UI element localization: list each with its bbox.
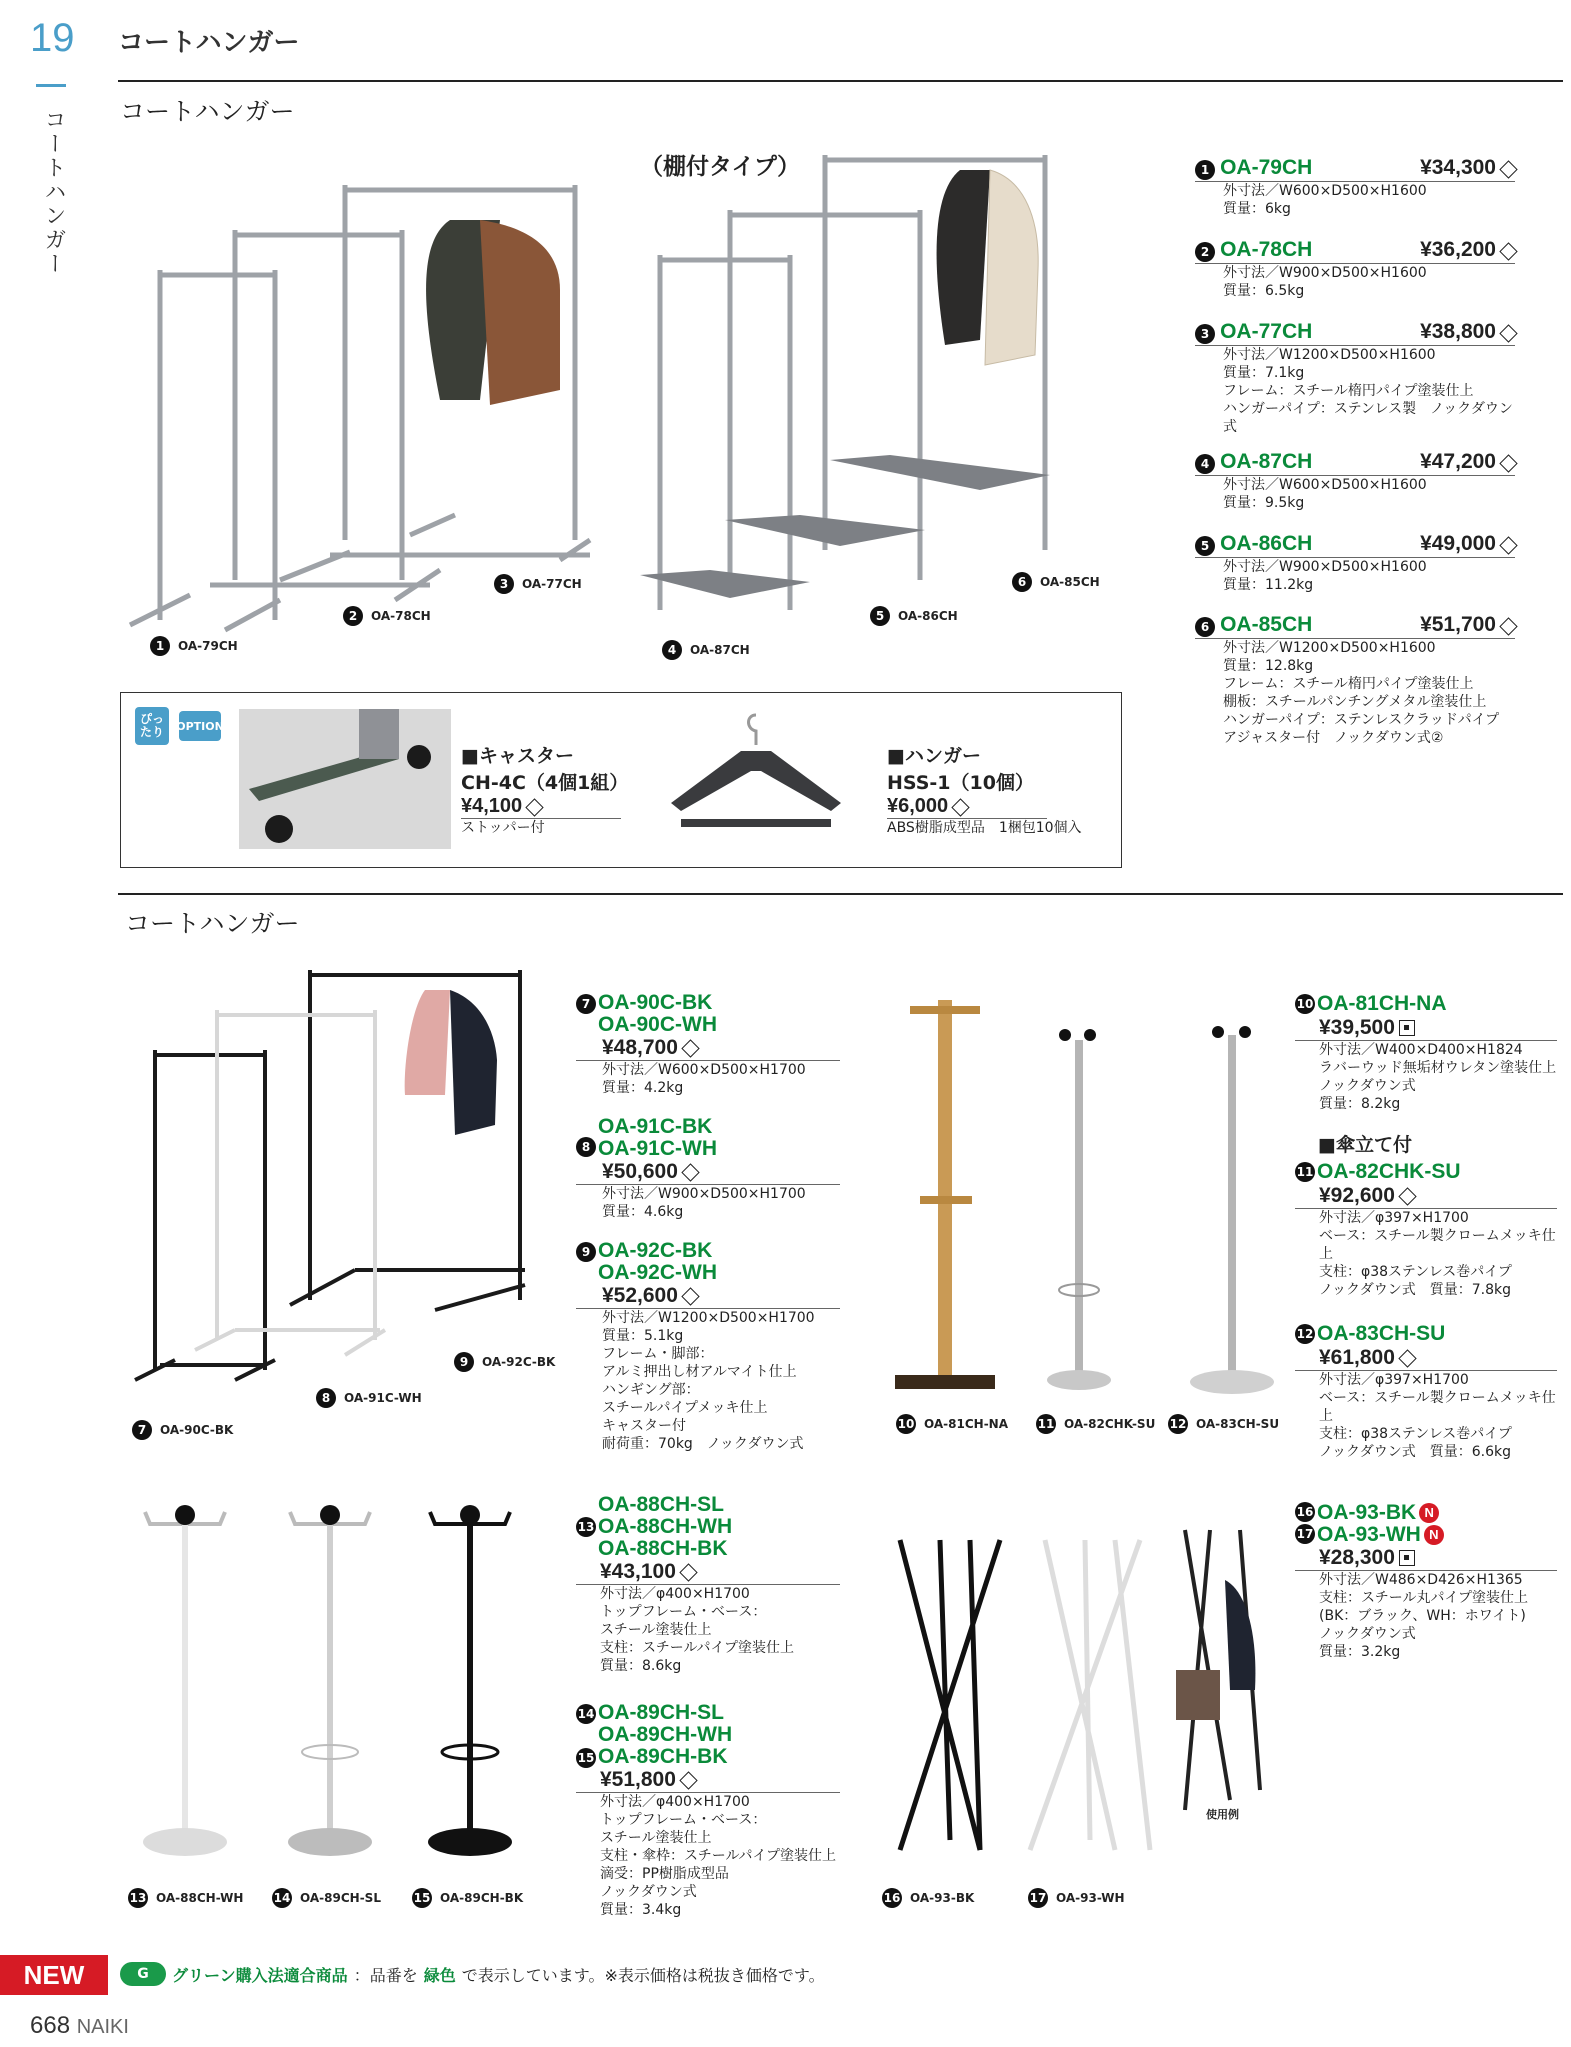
number-badge: 17 (1295, 1524, 1315, 1544)
caption-13 (128, 1888, 243, 1908)
diamond-icon (679, 1563, 697, 1581)
number-badge: 14 (576, 1704, 596, 1724)
caption-17 (1028, 1888, 1125, 1908)
product-12 (1295, 1322, 1557, 1461)
number-badge: 4 (1195, 454, 1215, 474)
number-badge: 16 (1295, 1502, 1315, 1522)
product-price: ¥38,800 (1420, 320, 1496, 343)
green-note-text: ：品番を (353, 1965, 418, 1985)
product-spec: 外寸法／W400×D400×H1824 ラバーウッド無垢材ウレタン塗装仕上 ノックダウン式 質量：8.2kg (1319, 1042, 1557, 1112)
product-spec: 外寸法／φ400×H1700 トップフレーム・ベース： スチール塗装仕上 支柱・傘枠：スチールパイプ塗装仕上 滴受：PP樹脂成型品 ノックダウン式 質量：3.4kg (600, 1794, 837, 1918)
shelf-type-label: （棚付タイプ） (640, 154, 801, 180)
caption-label: OA-77CH (522, 577, 582, 591)
product-price: ¥51,700 (1420, 613, 1496, 636)
caster-code: CH-4C（4個1組） (461, 772, 629, 794)
hanger-option (887, 741, 1117, 837)
product-13 (576, 1494, 840, 1675)
caster-image (239, 709, 451, 849)
product-price: ¥51,800 (600, 1768, 676, 1791)
diamond-icon (681, 1039, 699, 1057)
section-rule (118, 893, 1563, 895)
caption-label: OA-87CH (690, 643, 750, 657)
diamond-icon (1499, 324, 1517, 342)
caption-12 (1168, 1414, 1279, 1434)
product-code: OA-88CH-BK (598, 1537, 728, 1560)
hanger-price: ¥6,000 (887, 795, 949, 817)
caption-label: OA-88CH-WH (156, 1891, 244, 1905)
number-badge: 1 (1195, 160, 1215, 180)
diamond-icon (1499, 160, 1517, 178)
umbrella-label: ■傘立て付 (1318, 1134, 1412, 1156)
diamond-icon (681, 1163, 699, 1181)
green-note-color: 緑色 (423, 1965, 456, 1985)
number-badge: 3 (494, 574, 514, 594)
product-spec: 外寸法／φ397×H1700 ベース：スチール製クロームメッキ仕上 支柱：φ38ステンレス巻パイプ ノックダウン式 質量：6.6kg (1319, 1372, 1556, 1460)
number-badge: 13 (128, 1888, 148, 1908)
product-spec: 外寸法／W900×D500×H1700 質量：4.6kg (602, 1186, 806, 1220)
product-spec: 外寸法／φ400×H1700 トップフレーム・ベース： スチール塗装仕上 支柱：スチールパイプ塗装仕上 質量：8.6kg (600, 1586, 795, 1674)
product-code: OA-81CH-NA (1317, 992, 1447, 1015)
product-spec: 外寸法／W1200×D500×H1600 質量：7.1kg フレーム：スチール楕円パイプ塗装仕上 ハンガーパイプ：ステンレス製 ノックダウン式 (1223, 347, 1513, 435)
new-badge: N (1419, 1503, 1439, 1523)
new-label: NEW (0, 1955, 108, 1995)
number-badge: 2 (1195, 242, 1215, 262)
number-badge: 2 (343, 606, 363, 626)
number-badge: 9 (454, 1352, 474, 1372)
product-code: OA-78CH (1220, 238, 1313, 261)
caption-6 (1012, 572, 1100, 592)
caption-2 (343, 606, 431, 626)
product-price: ¥34,300 (1420, 156, 1496, 179)
caption-label: OA-91C-WH (344, 1391, 422, 1405)
caster-title: ■キャスター (461, 745, 574, 767)
number-badge: 12 (1168, 1414, 1188, 1434)
number-badge: 10 (896, 1414, 916, 1434)
product-11 (1295, 1160, 1557, 1299)
product-price: ¥61,800 (1319, 1346, 1395, 1369)
number-badge: 17 (1028, 1888, 1048, 1908)
product-spec: 外寸法／W600×D500×H1600 質量：9.5kg (1223, 477, 1427, 511)
product-spec: 外寸法／W600×D500×H1600 質量：6kg (1223, 183, 1427, 217)
stand-illustration-13-15 (130, 1490, 530, 1880)
green-note-text-2: で表示しています。※表示価格は税抜き価格です。 (461, 1965, 825, 1985)
product-9 (576, 1240, 840, 1453)
new-badge: N (1424, 1525, 1444, 1545)
caption-10 (896, 1414, 1008, 1434)
product-price: ¥39,500 (1319, 1016, 1395, 1039)
number-badge: 15 (576, 1748, 596, 1768)
caption-label: OA-86CH (898, 609, 958, 623)
caption-4 (662, 640, 750, 660)
number-badge: 8 (576, 1137, 596, 1157)
number-badge: 11 (1295, 1162, 1315, 1182)
caption-label: OA-93-WH (1056, 1891, 1125, 1905)
product-5 (1195, 532, 1515, 594)
green-logo-icon: G (120, 1962, 166, 1986)
product-code: OA-87CH (1220, 450, 1313, 473)
hanger-note: ABS樹脂成型品 1梱包10個入 (887, 820, 1082, 836)
caption-label: OA-92C-BK (482, 1355, 556, 1369)
caption-label: OA-79CH (178, 639, 238, 653)
caption-label: OA-93-BK (910, 1891, 975, 1905)
caption-7 (132, 1420, 233, 1440)
diamond-icon (1398, 1349, 1416, 1367)
diamond-icon (1499, 242, 1517, 260)
page-header: コートハンガー (118, 28, 300, 58)
hanger-image (661, 711, 851, 839)
product-code: OA-91C-WH (598, 1137, 717, 1160)
caption-label: OA-81CH-NA (924, 1417, 1009, 1431)
number-badge: 5 (1195, 536, 1215, 556)
product-4 (1195, 450, 1515, 512)
diamond-icon (1398, 1187, 1416, 1205)
product-code: OA-89CH-BK (598, 1745, 728, 1768)
caption-label: OA-90C-BK (160, 1423, 234, 1437)
caption-9 (454, 1352, 555, 1372)
diamond-icon (1499, 454, 1517, 472)
section-title-bottom: コートハンガー (125, 909, 300, 938)
product-code: OA-85CH (1220, 613, 1313, 636)
section-title-top: コートハンガー (120, 97, 295, 126)
product-code: OA-77CH (1220, 320, 1313, 343)
product-code: OA-83CH-SU (1317, 1322, 1446, 1345)
product-spec: 外寸法／W900×D500×H1600 質量：6.5kg (1223, 265, 1427, 299)
product-10 (1295, 992, 1557, 1113)
number-badge: 12 (1295, 1324, 1315, 1344)
hanger-code: HSS-1（10個） (887, 772, 1034, 794)
number-badge: 13 (576, 1517, 596, 1537)
number-badge: 3 (1195, 324, 1215, 344)
product-8 (576, 1116, 840, 1221)
number-badge: 9 (576, 1242, 596, 1262)
product-1 (1195, 156, 1515, 218)
brand-name: NAIKI (76, 2016, 129, 2038)
product-code: OA-93-WH (1317, 1523, 1421, 1546)
product-code: OA-79CH (1220, 156, 1313, 179)
diamond-icon (951, 798, 969, 816)
caption-3 (494, 574, 582, 594)
number-badge: 14 (272, 1888, 292, 1908)
product-code: OA-88CH-SL (598, 1493, 725, 1516)
number-badge: 5 (870, 606, 890, 626)
diamond-icon (679, 1771, 697, 1789)
caster-note: ストッパー付 (461, 820, 545, 836)
number-badge: 11 (1036, 1414, 1056, 1434)
caption-15 (412, 1888, 523, 1908)
product-spec: 外寸法／W1200×D500×H1600 質量：12.8kg フレーム：スチール楕円パイプ塗装仕上 棚板：スチールパンチングメタル塗装仕上 ハンガーパイプ：ステンレスクラッドパイプ アジャスター付 ノックダウン式② (1223, 640, 1500, 746)
product-spec: 外寸法／W486×D426×H1365 支柱：スチール丸パイプ塗装仕上 (BK：ブラック、WH：ホワイト) ノックダウン式 質量：3.2kg (1319, 1572, 1529, 1660)
caption-label: OA-83CH-SU (1196, 1417, 1280, 1431)
product-code: OA-92C-WH (598, 1261, 717, 1284)
chapter-divider (36, 84, 66, 87)
product-3 (1195, 320, 1515, 436)
product-price: ¥47,200 (1420, 450, 1496, 473)
number-badge: 15 (412, 1888, 432, 1908)
product-price: ¥36,200 (1420, 238, 1496, 261)
page-number: 668 (30, 2012, 71, 2039)
caption-label: OA-89CH-BK (440, 1891, 524, 1905)
number-badge: 6 (1195, 617, 1215, 637)
product-price: ¥49,000 (1420, 532, 1496, 555)
number-badge: 6 (1012, 572, 1032, 592)
product-code: OA-82CHK-SU (1317, 1160, 1461, 1183)
number-badge: 10 (1295, 994, 1315, 1014)
square-mark-icon (1399, 1020, 1415, 1036)
caster-price: ¥4,100 (461, 795, 523, 817)
product-code: OA-89CH-SL (598, 1701, 725, 1724)
product-price: ¥52,600 (602, 1284, 678, 1307)
product-price: ¥43,100 (600, 1560, 676, 1583)
product-spec: 外寸法／W600×D500×H1700 質量：4.2kg (602, 1062, 806, 1096)
product-spec: 外寸法／W900×D500×H1600 質量：11.2kg (1223, 559, 1427, 593)
product-code: OA-93-BK (1317, 1501, 1417, 1524)
product-code: OA-92C-BK (598, 1239, 713, 1262)
usage-example-label: 使用例 (1206, 1808, 1239, 1821)
product-code: OA-86CH (1220, 532, 1313, 555)
caption-11 (1036, 1414, 1155, 1434)
hanger-title: ■ハンガー (887, 745, 981, 767)
product-code: OA-90C-WH (598, 1013, 717, 1036)
page-number-row (30, 2012, 129, 2040)
product-7 (576, 992, 840, 1097)
number-badge: 8 (316, 1388, 336, 1408)
diamond-icon (681, 1287, 699, 1305)
product-2 (1195, 238, 1515, 300)
caption-label: OA-85CH (1040, 575, 1100, 589)
stand-illustration-16-17 (880, 1520, 1280, 1880)
caption-14 (272, 1888, 381, 1908)
caption-label: OA-82CHK-SU (1064, 1417, 1156, 1431)
product-code: OA-90C-BK (598, 991, 713, 1014)
product-code: OA-89CH-WH (598, 1723, 733, 1746)
product-price: ¥48,700 (602, 1036, 678, 1059)
product-price: ¥92,600 (1319, 1184, 1395, 1207)
number-badge: 4 (662, 640, 682, 660)
pittari-badge: ぴったり (135, 707, 169, 745)
caption-label: OA-78CH (371, 609, 431, 623)
chapter-vertical-title: コートハンガー (41, 108, 66, 276)
green-note-title: グリーン購入法適合商品 (172, 1965, 348, 1985)
product-6 (1195, 613, 1515, 747)
product-price: ¥28,300 (1319, 1546, 1395, 1569)
number-badge: 7 (576, 994, 596, 1014)
product-price: ¥50,600 (602, 1160, 678, 1183)
caption-16 (882, 1888, 974, 1908)
caption-1 (150, 636, 238, 656)
diamond-icon (1499, 617, 1517, 635)
diamond-icon (525, 798, 543, 816)
diamond-icon (1499, 536, 1517, 554)
stand-illustration-10-12 (880, 990, 1280, 1410)
square-mark-icon (1399, 1550, 1415, 1566)
caster-option (461, 741, 629, 837)
caption-label: OA-89CH-SL (300, 1891, 381, 1905)
product-code: OA-91C-BK (598, 1115, 713, 1138)
caption-5 (870, 606, 958, 626)
caption-8 (316, 1388, 422, 1408)
option-badge: OPTION (179, 711, 221, 741)
header-rule (118, 80, 1563, 82)
number-badge: 7 (132, 1420, 152, 1440)
product-code: OA-88CH-WH (598, 1515, 733, 1538)
product-spec: 外寸法／W1200×D500×H1700 質量：5.1kg フレーム・脚部： アルミ押出し材アルマイト仕上 ハンギング部： スチールパイプメッキ仕上 キャスター付 耐荷重：70kg ノックダウン式 (602, 1310, 815, 1452)
number-badge: 1 (150, 636, 170, 656)
green-purchase-note (120, 1962, 825, 1986)
product-14-15 (576, 1702, 840, 1919)
chapter-number: 19 (30, 16, 75, 60)
product-spec: 外寸法／φ397×H1700 ベース：スチール製クロームメッキ仕上 支柱：φ38ステンレス巻パイプ ノックダウン式 質量：7.8kg (1319, 1210, 1556, 1298)
number-badge: 16 (882, 1888, 902, 1908)
product-16-17 (1295, 1502, 1557, 1661)
option-box (120, 692, 1122, 868)
